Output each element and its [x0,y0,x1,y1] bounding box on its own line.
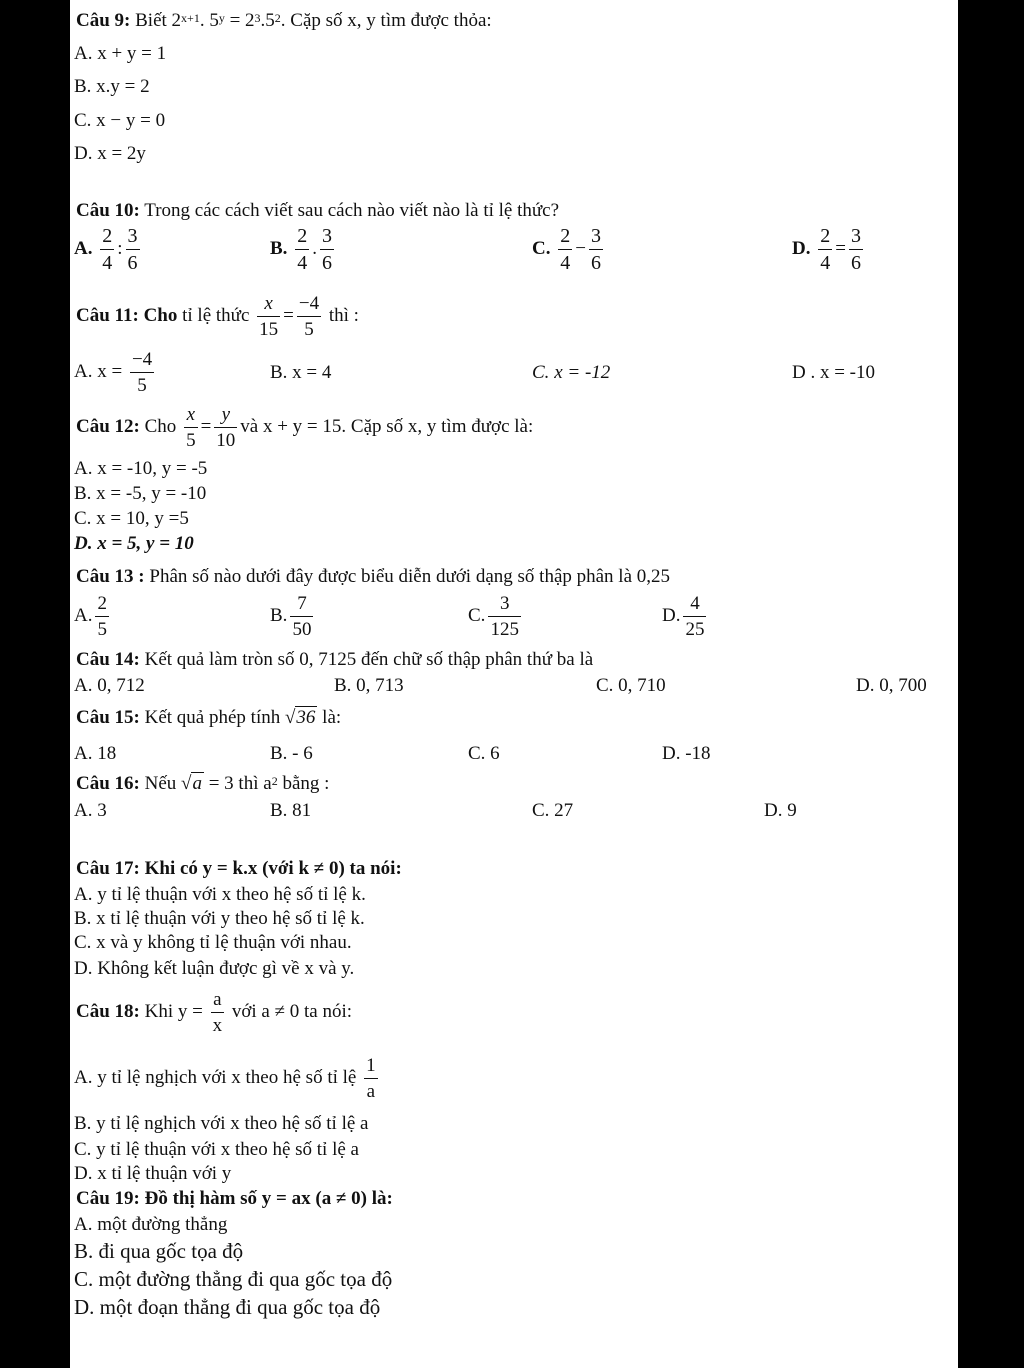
q14-option-b: B. 0, 713 [334,675,404,696]
question-text: Trong các cách viết sau cách nào viết nào là tỉ lệ thức? [139,200,560,221]
q9-option-d: D. x = 2y [74,143,146,164]
q14-option-c: C. 0, 710 [596,675,666,696]
q17-option-c: C. x và y không tỉ lệ thuận với nhau. [74,932,352,953]
question-12: Câu 12: Cho $\frac{x}{5}$ = $\frac{y}{10}$ và x + y = 15. Cặp số x, y tìm được là: [76,404,534,451]
question-10 [76,200,559,222]
q17-option-b: B. x tỉ lệ thuận với y theo hệ số tỉ lệ k. [74,908,365,929]
question-13: Câu 13 : Phân số nào dưới đây được biểu diễn dưới dạng số thập phân là 0,25 [76,566,671,587]
q9-option-c: C. x − y = 0 [74,110,166,131]
q15-option-d: D. -18 [662,743,711,764]
question-text: Biết $2^{x+1}$. $5^y = 2^3.5^2$. Cặp số x, y tìm được thỏa: [135,10,492,31]
question-label: Câu 9: [76,10,131,31]
question-14: Câu 14: Kết quả làm tròn số 0, 7125 đến chữ số thập phân thứ ba là [76,649,594,670]
q16-option-d: D. 9 [764,800,797,821]
question-18: Câu 18: Khi y = $\frac{a}{x}$ với a ≠ 0 ta nói: [76,989,353,1036]
sqrt-symbol: √36 [284,707,316,728]
q12-option-d: D. x = 5, y = 10 [74,533,194,554]
q15-option-c: C. 6 [468,743,500,764]
question-16: Câu 16: Nếu √a = 3 thì $a^2$ bằng : [76,773,330,794]
q14-option-a: A. 0, 712 [74,675,145,696]
q19-option-d: D. một đoạn thẳng đi qua gốc tọa độ [74,1295,381,1319]
q10-option-d: D. $\frac{2}{4}$ = $\frac{3}{6}$ [792,225,861,274]
question-label: Câu 10: [76,200,140,221]
q9-option-a: A. x + y = 1 [74,43,167,64]
q15-option-b: B. - 6 [270,743,313,764]
q18-option-c: C. y tỉ lệ thuận với x theo hệ số tỉ lệ a [74,1139,359,1160]
q17-option-a: A. y tỉ lệ thuận với x theo hệ số tỉ lệ k. [74,884,366,905]
q15-option-a: A. 18 [74,743,117,764]
q19-option-b: B. đi qua gốc tọa độ [74,1239,244,1263]
q12-option-c: C. x = 10, y =5 [74,508,189,529]
q12-option-a: A. x = -10, y = -5 [74,458,208,479]
q14-option-d: D. 0, 700 [856,675,927,696]
question-label: Câu 18: [76,1000,140,1022]
question-15: Câu 15: Kết quả phép tính √36 là: [76,707,342,728]
q16-option-a: A. 3 [74,800,107,821]
q13-option-d: D. $\frac{4}{25}$ [662,593,705,640]
question-11: Câu 11: Cho tỉ lệ thức $\frac{x}{15}$ = $\frac{-4}{5}$ thì : [76,293,359,340]
q16-option-b: B. 81 [270,800,312,821]
q19-option-c: C. một đường thẳng đi qua gốc tọa độ [74,1267,393,1291]
question-19: Câu 19: Đồ thị hàm số y = ax (a ≠ 0) là: [76,1188,393,1209]
q18-option-d: D. x tỉ lệ thuận với y [74,1163,232,1184]
q19-option-a: A. một đường thẳng [74,1214,228,1235]
q18-option-b: B. y tỉ lệ nghịch với x theo hệ số tỉ lệ a [74,1113,369,1134]
q13-option-b: B. $\frac{7}{50}$ [270,593,312,640]
question-17: Câu 17: Khi có y = k.x (với k ≠ 0) ta nói: [76,858,402,879]
question-label: Câu 14: [76,649,140,670]
q11-option-b: B. x = 4 [270,362,332,383]
q17-option-d: D. Không kết luận được gì về x và y. [74,958,355,979]
q9-option-b: B. x.y = 2 [74,76,150,97]
q11-option-c: C. x = -12 [532,362,611,383]
q12-option-b: B. x = -5, y = -10 [74,483,207,504]
sqrt-symbol: √a [181,773,202,794]
q13-option-c: C. $\frac{3}{125}$ [468,593,519,640]
question-label: Câu 11: Cho [76,304,178,326]
q11-option-d: D . x = -10 [792,362,876,383]
question-label: Câu 12: [76,415,140,437]
q10-option-a: A. $\frac{2}{4}$ : $\frac{3}{6}$ [74,225,138,274]
document-page [70,0,958,1368]
q10-option-c: C. $\frac{2}{4}$ − $\frac{3}{6}$ [532,225,601,274]
q11-option-a: A. x = $\frac{-4}{5}$ [74,349,153,396]
q10-option-b: B. $\frac{2}{4}$ . $\frac{3}{6}$ [270,225,332,274]
question-label: Câu 15: [76,707,140,728]
question-label: Câu 16: [76,773,140,794]
q16-option-c: C. 27 [532,800,574,821]
q13-option-a: A. $\frac{2}{5}$ [74,593,107,640]
question-label: Câu 13 : [76,566,145,587]
q18-option-a: A. y tỉ lệ nghịch với x theo hệ số tỉ lệ $\frac{1}{a}$ [74,1055,376,1102]
question-9 [76,10,492,32]
